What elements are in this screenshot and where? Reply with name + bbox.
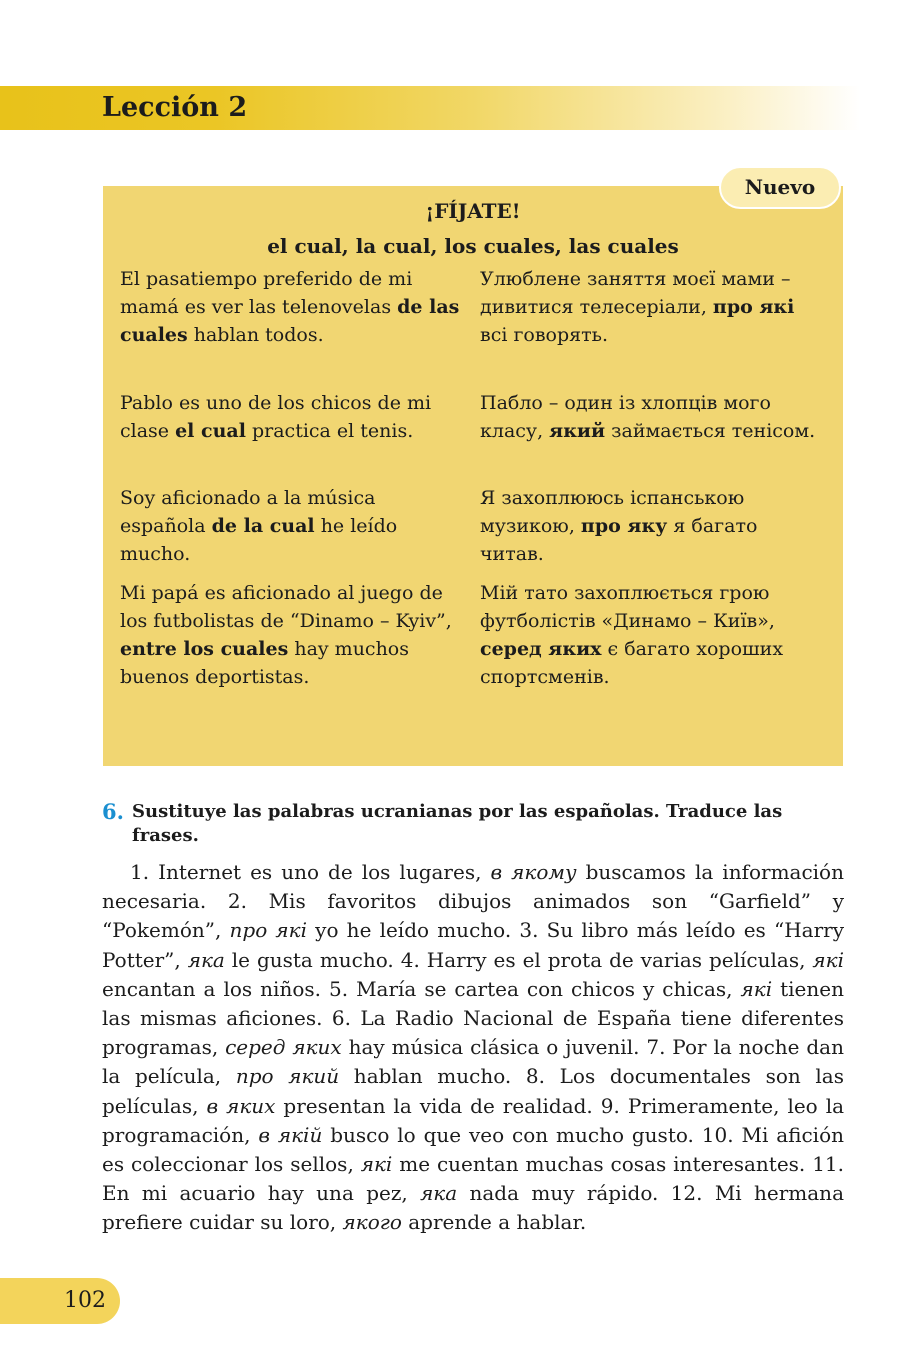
page-number: 102 bbox=[64, 1288, 106, 1313]
exercise-text: 1. Internet es uno de los lugares, в якому buscamos la información necesaria. 2. Mis favoritos dibujos animados son “Garfield” y “Pokemón”, про які yo he leído mucho. 3. Su libro más leído es “Harry Potter”, яка le gusta mucho. 4. Harry es el prota de varias películas, які encantan a los niños. 5. María se cartea con chicos y chicas, які tienen las mismas aficiones. 6. La Radio Nacional de España tiene diferentes programas, серед яких hay música clásica o juvenil. 7. Por la noche dan la película, про який hablan mucho. 8. Los documentales son las películas, в яких presentan la vida de realidad. 9. Primeramente, leo la programación, в якій busco lo que veo con mucho gusto. 10. Mi afición es coleccionar los sellos, які me cuentan muchas cosas interesantes. 11. En mi acuario hay una pez, яка nada muy rápido. 12. Mi hermana prefiere cuidar su loro, якого aprende a hablar. bbox=[102, 860, 845, 1235]
example-uk-3: Я захоплююсь іспанською музикою, про яку я багато читав. bbox=[480, 487, 758, 565]
lesson-title: Lección 2 bbox=[102, 92, 248, 123]
box-subtitle: el cual, la cual, los cuales, las cuales bbox=[267, 234, 679, 258]
exercise-instruction: Sustituye las palabras ucranianas por las españolas. Traduce las frases. bbox=[132, 801, 783, 846]
example-uk-1: Улюблене заняття моєї мами – дивитися телесеріали, про які всі говорять. bbox=[480, 268, 795, 346]
box-title: ¡FÍJATE! bbox=[425, 199, 521, 223]
example-es-3: Soy aficionado a la música española de la cual he leído mucho. bbox=[120, 487, 398, 565]
nuevo-tag: Nuevo bbox=[719, 166, 841, 209]
example-uk-4: Мій тато захоплюється грою футболістів «Динамо – Київ», серед яких є багато хороших спортсменів. bbox=[480, 582, 784, 688]
example-uk-2: Пабло – один із хлопців мого класу, який займається тенісом. bbox=[480, 392, 816, 442]
example-es-4: Mi papá es aficionado al juego de los futbolistas de “Dinamo – Kyiv”, entre los cuales hay muchos buenos deportistas. bbox=[120, 582, 452, 688]
example-es-1: El pasatiempo preferido de mi mamá es ver las telenovelas de las cuales hablan todos. bbox=[120, 268, 460, 346]
exercise-number: 6. bbox=[102, 799, 124, 824]
example-es-2: Pablo es uno de los chicos de mi clase el cual practica el tenis. bbox=[120, 392, 432, 442]
